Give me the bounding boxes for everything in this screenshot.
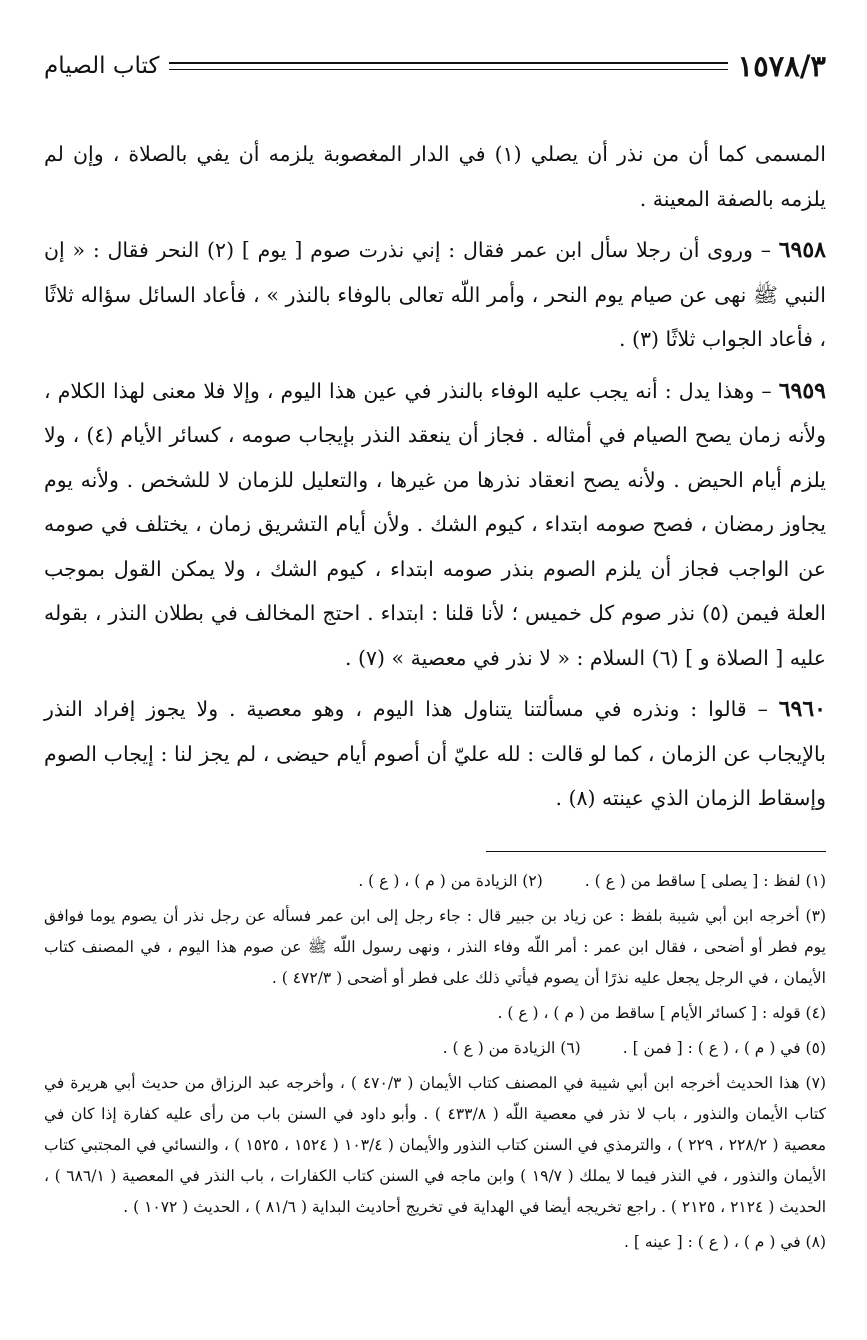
paragraph-text: المسمى كما أن من نذر أن يصلي (١) في الدار المغصوبة يلزمه أن يفي بالصلاة ، وإن لم يلزمه بالصفة المعينة . xyxy=(44,142,826,211)
footnote: (٥) في ( م ) ، ( ع ) : [ فمن ] . xyxy=(622,1038,826,1057)
footnote: (٦) الزيادة من ( ع ) . xyxy=(442,1038,581,1057)
page-header xyxy=(44,42,826,90)
footnote: (٢) الزيادة من ( م ) ، ( ع ) . xyxy=(358,871,543,890)
paragraph: ٦٩٦٠ – قالوا : ونذره في مسألتنا يتناول هذا اليوم ، وهو معصية . ولا يجوز إفراد النذر بالإيجاب عن الزمان ، كما لو قالت : لله عليّ أن أصوم أيام حيضى ، لم يجز لنا : إيجاب الصوم وإسقاط الزمان الذي عينته (٨) . xyxy=(44,696,826,810)
paragraph: ٦٩٥٩ – وهذا يدل : أنه يجب عليه الوفاء بالنذر في عين هذا اليوم ، وإلا فلا معنى لهذا الكلام ، ولأنه زمان يصح الصيام في أمثاله . فجاز أن ينعقد النذر بإيجاب صومه ، كسائر الأيام (٤) ، ولا يلزم أيام الحيض . ولأنه يصح انعقاد نذرها من غيرها ، والتعليل للزمان لا للشخص . ولأنه يوم يجاوز رمضان ، فصح صومه ابتداء ، كيوم الشك . ولأن أيام التشريق زمان ، يختلف في صومه عن الواجب فجاز أن يلزم الصوم بنذر صومه ابتداء ، كيوم الشك ، ولا يمكن القول بموجب العلة فيمن (٥) نذر صوم كل خميس ؛ لأنا قلنا : ابتداء . احتج المخالف في بطلان النذر ، بقوله عليه [ الصلاة و ] (٦) السلام : « لا نذر في معصية » (٧) . xyxy=(44,377,826,670)
footnote: (٣) أخرجه ابن أبي شيبة بلفظ : عن زياد بن جبير قال : جاء رجل إلى ابن عمر فسأله عن رجل نذر أن يصوم يوما فوافق يوم فطر أو أضحى ، فقال ابن عمر : أمر اللّه وفاء النذر ، ونهى رسول اللّه ﷺ عن صوم هذا اليوم ، في المصنف كتاب الأيمان ، في الرجل يجعل عليه نذرًا أن يصوم فيأتي ذلك على فطر أو أضحى ( ٤٧٢/٣ ) . xyxy=(44,906,826,987)
footnote: (١) لفظ : [ يصلى ] ساقط من ( ع ) . xyxy=(584,871,826,890)
paragraph xyxy=(44,132,826,221)
main-text xyxy=(44,132,826,821)
paragraph-text: وهذا يدل : أنه يجب عليه الوفاء بالنذر في عين هذا اليوم ، وإلا فلا معنى لهذا الكلام ، ولأنه زمان يصح الصيام في أمثاله . فجاز أن ينعقد النذر بإيجاب صومه ، كسائر الأيام (٤) ، ولا يلزم أيام الحيض . ولأنه يصح انعقاد نذرها من غيرها ، والتعليل للزمان لا للشخص . ولأنه يوم يجاوز رمضان ، فصح صومه ابتداء ، كيوم الشك . ولأن أيام التشريق زمان ، يختلف في صومه عن الواجب فجاز أن يلزم الصوم بنذر صومه ابتداء ، كيوم الشك ، ولا يمكن القول بموجب العلة فيمن (٥) نذر صوم كل خميس ؛ لأنا قلنا : ابتداء . احتج المخالف في بطلان النذر ، بقوله عليه [ الصلاة و ] (٦) السلام : « لا نذر في معصية » (٧) . xyxy=(44,378,826,670)
footnote-row xyxy=(44,1033,826,1064)
page-number: ١٥٧٨/٣ xyxy=(737,49,826,83)
footnote-divider xyxy=(486,851,826,852)
paragraph-number: ٦٩٦٠ xyxy=(778,696,826,722)
paragraph-text: وروى أن رجلا سأل ابن عمر فقال : إني نذرت صوم [ يوم ] (٢) النحر فقال : « إن النبي ﷺ نهى عن صيام يوم النحر ، وأمر اللّه تعالى بالوفاء بالنذر » ، فأعاد السائل سؤاله ثلاثًا ، فأعاد الجواب ثلاثًا (٣) . xyxy=(44,238,826,351)
paragraph: ٦٩٥٨ – وروى أن رجلا سأل ابن عمر فقال : إني نذرت صوم [ يوم ] (٢) النحر فقال : « إن النبي ﷺ نهى عن صيام يوم النحر ، وأمر اللّه تعالى بالوفاء بالنذر » ، فأعاد السائل سؤاله ثلاثًا ، فأعاد الجواب ثلاثًا (٣) . xyxy=(44,237,826,351)
footnote-row xyxy=(44,866,826,897)
footnote: (٤) قوله : [ كسائر الأيام ] ساقط من ( م ) ، ( ع ) . xyxy=(497,1003,826,1022)
paragraph-text: قالوا : ونذره في مسألتنا يتناول هذا اليوم ، وهو معصية . ولا يجوز إفراد النذر بالإيجاب عن الزمان ، كما لو قالت : لله عليّ أن أصوم أيام حيضى ، لم يجز لنا : إيجاب الصوم وإسقاط الزمان الذي عينته (٨) . xyxy=(44,697,826,810)
paragraph-number: ٦٩٥٩ xyxy=(778,377,826,404)
footnote: (٨) في ( م ) ، ( ع ) : [ عينه ] . xyxy=(623,1232,826,1251)
header-rule xyxy=(169,62,727,70)
running-title: كتاب الصيام xyxy=(44,53,160,79)
footnote: (٧) هذا الحديث أخرجه ابن أبي شيبة في المصنف كتاب الأيمان ( ٤٧٠/٣ ) ، وأخرجه عبد الرزاق من حديث أبي هريرة في كتاب الأيمان والنذور ، باب لا نذر في معصية اللّه ( ٤٣٣/٨ ) . وأبو داود في السنن باب من رأى عليه كفارة إذا كان في معصية ( ٢٢٨/٢ ، ٢٢٩ ) ، والترمذي في السنن كتاب النذور والأيمان ( ١٠٣/٤ ( ١٥٢٤ ، ١٥٢٥ ) ، والنسائي في المجتبي كتاب الأيمان والنذور ، في النذر فيما لا يملك ( ١٩/٧ ) وابن ماجه في السنن كتاب الكفارات ، باب النذر في المعصية ( ٦٨٦/١ ) ، الحديث ( ٢١٢٤ ، ٢١٢٥ ) . راجع تخريجه أيضا في الهداية في تخريج أحاديث البداية ( ٨١/٦ ) ، الحديث ( ١٠٧٢ ) . xyxy=(44,1073,826,1216)
footnotes xyxy=(44,866,826,1258)
book-page xyxy=(44,42,826,1262)
paragraph-number: ٦٩٥٨ xyxy=(778,237,826,263)
